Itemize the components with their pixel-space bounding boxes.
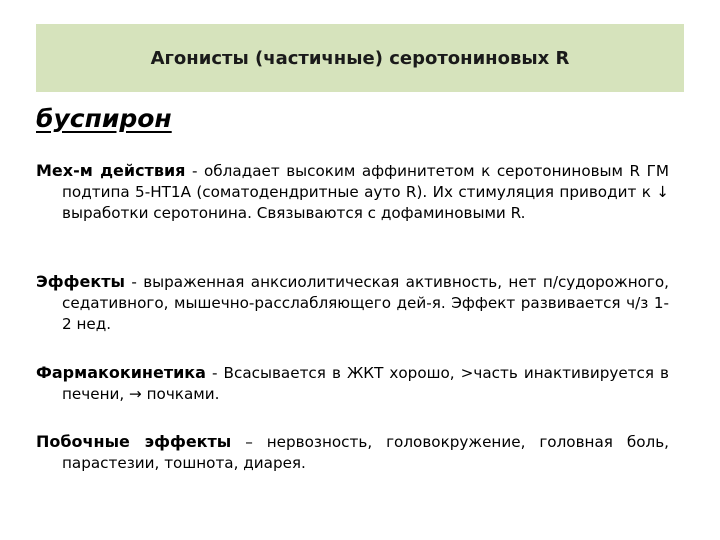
section-separator: - bbox=[124, 273, 144, 291]
slide-header bbox=[36, 24, 684, 92]
section-separator: - bbox=[205, 364, 224, 382]
side-effects-section bbox=[36, 431, 669, 474]
section-term: Побочные эффекты bbox=[36, 432, 232, 451]
section-text: Всасывается в ЖКТ хорошо, >часть инактивируется в печени, → почками. bbox=[62, 364, 669, 403]
mechanism-section bbox=[36, 160, 669, 224]
pharmacokinetics-section bbox=[36, 362, 669, 405]
section-term: Мех-м действия bbox=[36, 161, 186, 180]
slide-title: Агонисты (частичные) серотониновых R bbox=[150, 47, 570, 69]
section-term: Эффекты bbox=[36, 272, 125, 291]
effects-section bbox=[36, 271, 669, 335]
section-separator: - bbox=[185, 162, 205, 180]
section-text: выраженная анксиолитическая активность, нет п/судорожного, седативного, мышечно-расслабляющего дей-я. Эффект развивается ч/з 1-2 нед. bbox=[62, 273, 670, 333]
drug-name: буспирон bbox=[36, 104, 172, 133]
section-separator: – bbox=[231, 433, 267, 451]
section-text: обладает высоким аффинитетом к серотониновым R ГМ подтипа 5-HT1A (соматодендритные ауто R). Их стимуляция приводит к ↓ выработки серотонина. Связываются с дофаминовыми R. bbox=[62, 162, 670, 222]
section-term: Фармакокинетика bbox=[36, 363, 206, 382]
section-text: нервозность, головокружение, головная боль, парастезии, тошнота, диарея. bbox=[62, 433, 669, 472]
